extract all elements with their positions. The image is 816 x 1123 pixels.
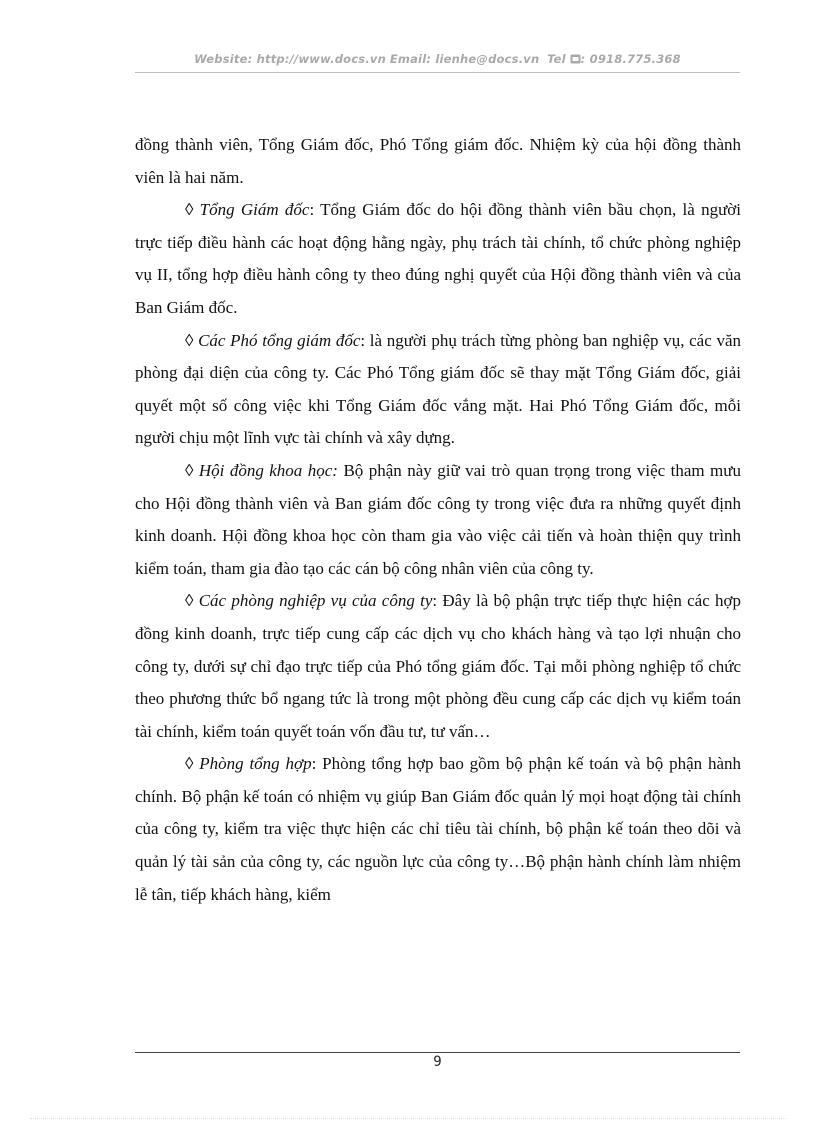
paragraph-lead: Các phòng nghiệp vụ của công ty	[198, 591, 433, 611]
phone-icon	[570, 53, 581, 67]
paragraph-1	[135, 129, 741, 194]
bullet-diamond-icon: ◊	[185, 460, 194, 480]
paragraph-text: : Tổng Giám đốc do hội đồng thành viên bầu chọn, là người trực tiếp điều hành các hoạt động hằng ngày, phụ trách tài chính, tổ chức phòng nghiệp vụ II, tổng hợp điều hành công ty theo đúng nghị quyết của Hội đồng thành viên và của Ban Giám đốc.	[135, 200, 741, 317]
paragraph-lead: Tổng Giám đốc	[199, 200, 310, 220]
page-header	[135, 52, 740, 67]
paragraph-lead: Phòng tổng hợp	[199, 754, 312, 774]
paragraph-lead: Hội đồng khoa học:	[198, 460, 338, 480]
bullet-diamond-icon: ◊	[185, 591, 194, 611]
paragraph-2	[135, 194, 741, 324]
paragraph-text: : Đây là bộ phận trực tiếp thực hiện các hợp đồng kinh doanh, trực tiếp cung cấp các dịch vụ cho khách hàng và tạo lợi nhuận cho công ty, dưới sự chỉ đạo trực tiếp của Phó tổng giám đốc. Tại mỗi phòng nghiệp tổ chức theo phương thức bổ ngang tức là trong một phòng đều cung cấp các dịch vụ kiểm toán tài chính, kiểm toán quyết toán vốn đầu tư, tư vấn…	[135, 591, 742, 741]
paragraph-6	[135, 748, 741, 911]
tel-number: : 0918.775.368	[580, 52, 681, 66]
paragraph-3	[135, 325, 741, 455]
document-body	[135, 129, 741, 911]
website-url[interactable]: : http://www.docs.vn	[247, 52, 386, 66]
page-bottom-edge	[30, 1118, 786, 1119]
website-label: Website	[194, 52, 248, 66]
bullet-diamond-icon: ◊	[185, 200, 194, 220]
paragraph-text: đồng thành viên, Tổng Giám đốc, Phó Tổng giám đốc. Nhiệm kỳ của hội đồng thành viên là hai năm.	[135, 135, 741, 187]
email-address[interactable]: : lienhe@docs.vn	[426, 52, 540, 66]
bullet-diamond-icon: ◊	[185, 754, 194, 774]
page-number: 9	[433, 1054, 442, 1070]
paragraph-text: Bộ phận này giữ vai trò quan trọng trong việc tham mưu cho Hội đồng thành viên và Ban giám đốc công ty trong việc đưa ra những quyết định kinh doanh. Hội đồng khoa học còn tham gia vào việc cải tiến và hoàn thiện quy trình kiểm toán, tham gia đào tạo các cán bộ công nhân viên của công ty.	[135, 460, 741, 578]
paragraph-5	[135, 585, 741, 748]
email-label: Email	[389, 52, 427, 66]
paragraph-lead: Các Phó tổng giám đốc	[198, 330, 361, 350]
bullet-diamond-icon: ◊	[185, 330, 194, 350]
paragraph-4	[135, 455, 741, 585]
footer-divider	[135, 1052, 740, 1053]
paragraph-text: : là người phụ trách từng phòng ban nghiệp vụ, các văn phòng đại diện của công ty. Các Phó Tổng giám đốc sẽ thay mặt Tổng Giám đốc, giải quyết một số công việc khi Tổng Giám đốc vắng mặt. Hai Phó Tổng Giám đốc, mỗi người chịu một lĩnh vực tài chính và xây dựng.	[135, 330, 741, 448]
tel-label: Tel	[547, 52, 566, 66]
header-divider	[135, 72, 740, 73]
paragraph-text: : Phòng tổng hợp bao gồm bộ phận kế toán và bộ phận hành chính. Bộ phận kế toán có nhiệm vụ giúp Ban Giám đốc quản lý mọi hoạt động tài chính của công ty, kiểm tra việc thực hiện các chỉ tiêu tài chính, bộ phận kế toán theo dõi và quản lý tài sản của công ty, các nguồn lực của công ty…Bộ phận hành chính làm nhiệm lễ tân, tiếp khách hàng, kiểm	[135, 754, 741, 904]
